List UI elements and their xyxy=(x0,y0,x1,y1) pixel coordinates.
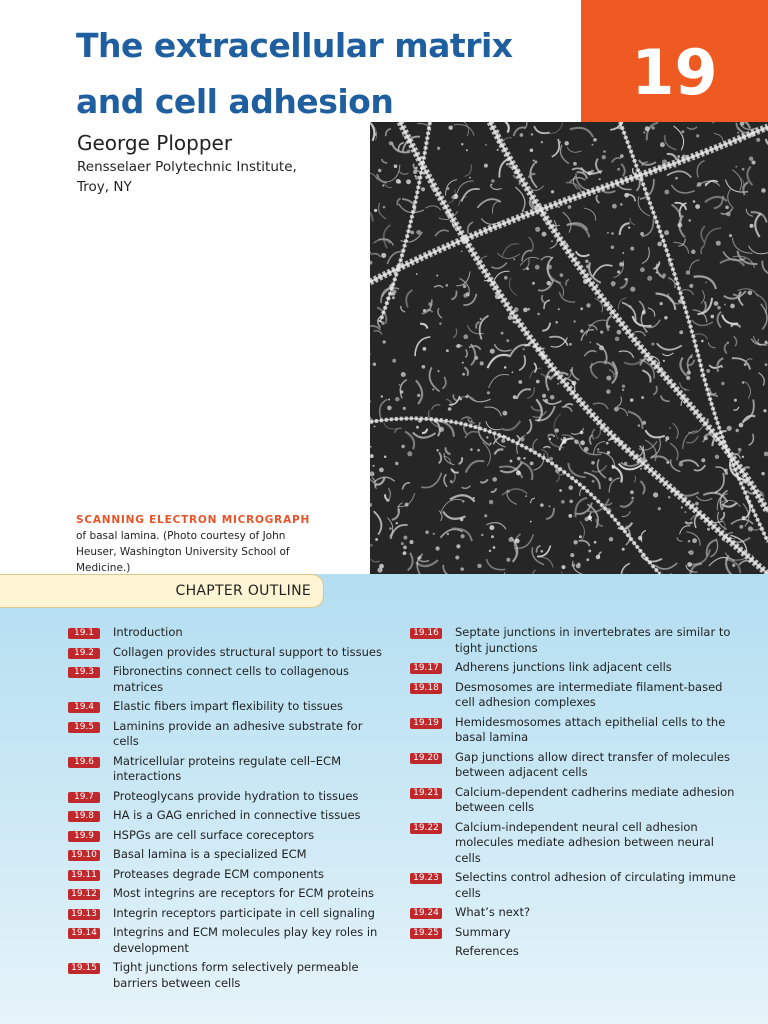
section-title: Gap junctions allow direct transfer of molecules between adjacent cells xyxy=(455,749,730,779)
chapter-title: The extracellular matrix and cell adhesion xyxy=(76,26,513,121)
electron-micrograph-image xyxy=(370,122,768,574)
section-title: What’s next? xyxy=(455,905,531,919)
section-number-badge: 19.14 xyxy=(68,928,100,939)
section-number-badge: 19.6 xyxy=(68,757,100,768)
section-number-badge: 19.23 xyxy=(410,873,442,884)
outline-item[interactable] xyxy=(68,625,388,641)
outline-item[interactable] xyxy=(410,660,740,676)
image-caption xyxy=(76,512,316,576)
section-number-badge: 19.9 xyxy=(68,831,100,842)
section-number-badge: 19.3 xyxy=(68,667,100,678)
outline-item[interactable] xyxy=(68,754,388,785)
section-number-badge: 19.24 xyxy=(410,908,442,919)
outline-item[interactable] xyxy=(68,645,388,661)
outline-item[interactable] xyxy=(68,847,388,863)
caption-highlight: SCANNING ELECTRON MICROGRAPH xyxy=(76,514,311,526)
outline-item[interactable] xyxy=(410,820,740,867)
section-title: References xyxy=(455,944,519,958)
affiliation-line: Troy, NY xyxy=(77,179,132,195)
section-number-badge: 19.10 xyxy=(68,850,100,861)
section-number-badge: 19.1 xyxy=(68,628,100,639)
section-number-badge: 19.21 xyxy=(410,788,442,799)
section-number-badge: 19.19 xyxy=(410,718,442,729)
section-number-badge: 19.18 xyxy=(410,683,442,694)
section-number-badge: 19.7 xyxy=(68,792,100,803)
outline-item[interactable] xyxy=(410,680,740,711)
section-number-badge xyxy=(410,947,442,958)
section-number-badge: 19.25 xyxy=(410,928,442,939)
section-title: Integrins and ECM molecules play key roles in development xyxy=(113,925,378,955)
author-affiliation xyxy=(77,157,317,197)
micrograph-fibers xyxy=(370,122,768,574)
outline-item[interactable] xyxy=(410,905,740,921)
section-title: Summary xyxy=(455,924,511,939)
section-title: HSPGs are cell surface coreceptors xyxy=(113,827,315,842)
section-title: HA is a GAG enriched in connective tissues xyxy=(113,808,361,822)
section-number-badge: 19.12 xyxy=(68,889,100,900)
outline-item[interactable] xyxy=(68,664,388,695)
section-number-badge: 19.15 xyxy=(68,963,100,974)
author-name: George Plopper xyxy=(77,131,233,155)
outline-item[interactable] xyxy=(68,886,388,902)
outline-item[interactable] xyxy=(68,699,388,715)
section-title: Fibronectins connect cells to collagenous matrices xyxy=(113,664,350,694)
section-title: Introduction xyxy=(113,625,183,639)
section-title: Calcium-independent neural cell adhesion molecules mediate adhesion between neural cells xyxy=(455,819,714,865)
section-number-badge: 19.8 xyxy=(68,811,100,822)
section-title: Adherens junctions link adjacent cells xyxy=(455,660,672,674)
section-title: Elastic fibers impart flexibility to tissues xyxy=(113,699,344,713)
outline-item[interactable] xyxy=(68,828,388,844)
outline-item[interactable] xyxy=(410,715,740,746)
outline-item[interactable] xyxy=(68,960,388,991)
section-title: Calcium-dependent cadherins mediate adhesion between cells xyxy=(455,784,735,814)
section-title: Collagen provides structural support to tissues xyxy=(113,644,382,659)
chapter-outline-heading: CHAPTER OUTLINE xyxy=(175,583,311,599)
outline-item[interactable] xyxy=(68,867,388,883)
outline-item[interactable] xyxy=(68,808,388,824)
section-number-badge: 19.20 xyxy=(410,753,442,764)
outline-item[interactable] xyxy=(410,925,740,941)
section-title: Proteoglycans provide hydration to tissues xyxy=(113,788,359,803)
section-title: Most integrins are receptors for ECM proteins xyxy=(113,886,374,900)
outline-item[interactable] xyxy=(68,925,388,956)
section-title: Integrin receptors participate in cell signaling xyxy=(113,905,375,920)
outline-item[interactable] xyxy=(410,870,740,901)
caption-text: of basal lamina. (Photo courtesy of John Heuser, Washington University School of Medicine.) xyxy=(76,530,290,574)
section-number-badge: 19.16 xyxy=(410,628,442,639)
section-title: Tight junctions form selectively permeable barriers between cells xyxy=(113,960,359,990)
outline-item[interactable] xyxy=(68,789,388,805)
section-title: Laminins provide an adhesive substrate for cells xyxy=(113,718,363,748)
section-title: Selectins control adhesion of circulating immune cells xyxy=(455,870,736,900)
outline-item[interactable] xyxy=(68,719,388,750)
outline-list-right xyxy=(410,625,740,964)
section-number-badge: 19.22 xyxy=(410,823,442,834)
section-title: Matricellular proteins regulate cell–ECM interactions xyxy=(113,753,342,783)
outline-item[interactable] xyxy=(410,750,740,781)
section-number-badge: 19.11 xyxy=(68,870,100,881)
section-title: Septate junctions in invertebrates are similar to tight junctions xyxy=(455,625,731,655)
section-title: Desmosomes are intermediate filament-based cell adhesion complexes xyxy=(455,679,723,709)
affiliation-line: Rensselaer Polytechnic Institute, xyxy=(77,159,297,175)
outline-item[interactable] xyxy=(410,625,740,656)
section-number-badge: 19.13 xyxy=(68,909,100,920)
section-title: Proteases degrade ECM components xyxy=(113,866,324,881)
section-number-badge: 19.4 xyxy=(68,702,100,713)
outline-item[interactable] xyxy=(68,906,388,922)
section-number-badge: 19.17 xyxy=(410,663,442,674)
section-title: Basal lamina is a specialized ECM xyxy=(113,847,307,861)
outline-item[interactable] xyxy=(410,944,740,960)
outline-list-left xyxy=(68,625,388,995)
section-title: Hemidesmosomes attach epithelial cells to the basal lamina xyxy=(455,714,726,744)
section-number-badge: 19.2 xyxy=(68,648,100,659)
section-number-badge: 19.5 xyxy=(68,722,100,733)
chapter-outline-tab xyxy=(0,574,324,608)
chapter-number: 19 xyxy=(631,36,718,109)
outline-item[interactable] xyxy=(410,785,740,816)
chapter-number-box xyxy=(581,0,768,122)
